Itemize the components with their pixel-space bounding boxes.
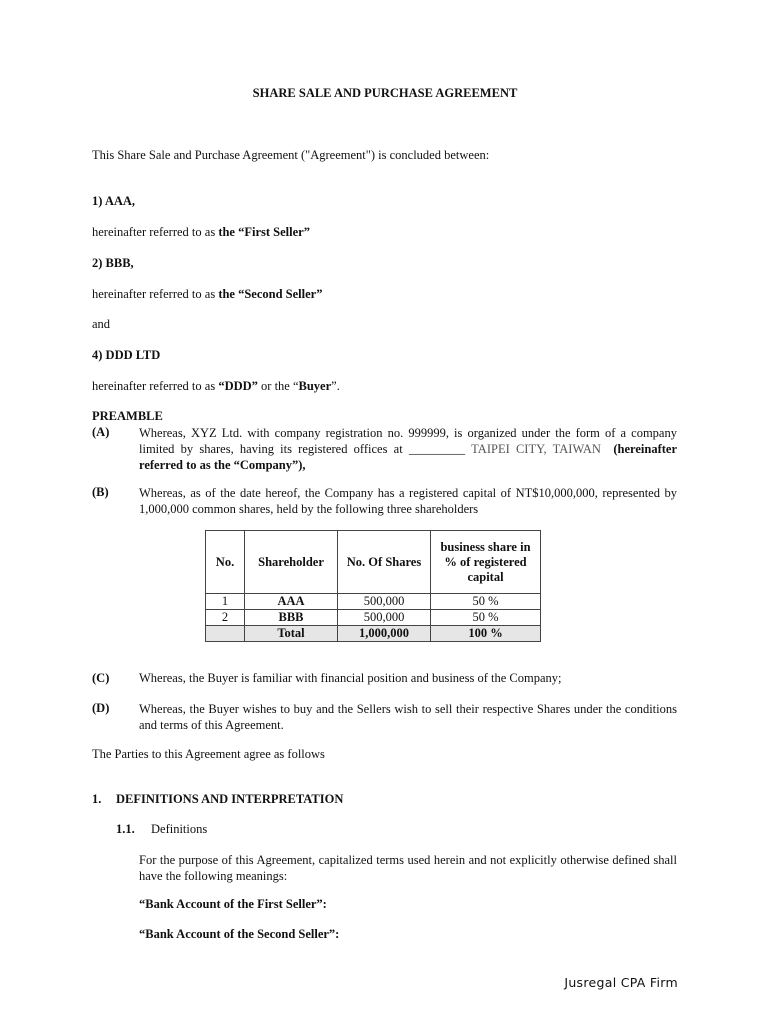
document-title: SHARE SALE AND PURCHASE AGREEMENT [252,86,518,100]
parties-agree-text: The Parties to this Agreement agree as follows [92,747,325,761]
party-3-ref-name: “DDD” [218,379,258,393]
row-1-no: 1 [206,594,245,610]
and-word: and [92,317,111,331]
section-1-number: 1. [92,792,102,806]
row-2-shareholder: BBB [245,610,338,626]
party-1-ref-prefix: hereinafter referred to as [92,225,219,239]
table-row [206,610,541,626]
definitions-intro: For the purpose of this Agreement, capitalized terms used herein and not explicitly otherwise defined shall have the following meanings: [139,853,677,883]
preamble-heading: PREAMBLE [92,409,163,423]
total-shares: 1,000,000 [338,626,431,642]
header-no: No. [206,531,245,594]
party-3-ref-buyer: Buyer [298,379,332,393]
header-business-share: business share in % of registered capital [431,531,541,594]
party-1-label: 1) AAA, [92,194,136,208]
definition-bank-account-second-seller: “Bank Account of the Second Seller”: [139,927,340,941]
row-1-shares: 500,000 [338,594,431,610]
row-1-shareholder: AAA [245,594,338,610]
preamble-d-label: (D) [92,701,110,715]
party-1-ref-name: the “First Seller” [218,225,310,239]
preamble-c-text: Whereas, the Buyer is familiar with financial position and business of the Company; [139,671,562,685]
footer-firm-name: Jusregal CPA Firm [564,975,678,990]
preamble-b-label: (B) [92,485,109,499]
preamble-a-label: (A) [92,425,110,439]
party-3-ref-prefix: hereinafter referred to as [92,379,219,393]
row-2-shares: 500,000 [338,610,431,626]
total-label: Total [245,626,338,642]
party-1-reference [92,225,310,240]
table-total-row [206,626,541,642]
preamble-a-city: TAIPEI CITY, TAIWAN [471,442,601,456]
total-percent: 100 % [431,626,541,642]
intro-paragraph: This Share Sale and Purchase Agreement ("Agreement") is concluded between: [92,148,490,162]
preamble-a-company-ref: (hereinafter referred to as the “Company”), [139,442,677,472]
preamble-d-text: Whereas, the Buyer wishes to buy and the Sellers wish to sell their respective Shares under the conditions and terms of this Agreement. [139,702,677,732]
preamble-a-body: Whereas, XYZ Ltd. with company registration no. 999999, is organized under the form of a company limited by shares, having its registered offices at _________ [139,426,677,456]
definition-bank-account-first-seller: “Bank Account of the First Seller”: [139,897,327,911]
subsection-1-1-title: Definitions [151,822,208,836]
row-2-no: 2 [206,610,245,626]
party-2-ref-prefix: hereinafter referred to as [92,287,219,301]
total-no [206,626,245,642]
party-3-reference [92,379,340,394]
party-2-reference [92,287,322,302]
table-header-row [206,531,541,594]
row-1-percent: 50 % [431,594,541,610]
header-no-of-shares: No. Of Shares [338,531,431,594]
preamble-c-label: (C) [92,671,110,685]
subsection-1-1-number: 1.1. [116,822,135,836]
preamble-b-text: Whereas, as of the date hereof, the Company has a registered capital of NT$10,000,000, represented by 1,000,000 common shares, held by the following three shareholders [139,486,677,516]
header-shareholder: Shareholder [245,531,338,594]
table-row [206,594,541,610]
party-3-ref-mid: or the “ [257,379,299,393]
preamble-a-text [139,425,677,473]
party-2-label: 2) BBB, [92,256,134,270]
shareholders-table [205,530,541,642]
party-2-ref-name: the “Second Seller” [218,287,323,301]
party-3-ref-suffix: ”. [331,379,340,393]
party-3-label: 4) DDD LTD [92,348,161,362]
row-2-percent: 50 % [431,610,541,626]
section-1-title: DEFINITIONS AND INTERPRETATION [116,792,344,806]
